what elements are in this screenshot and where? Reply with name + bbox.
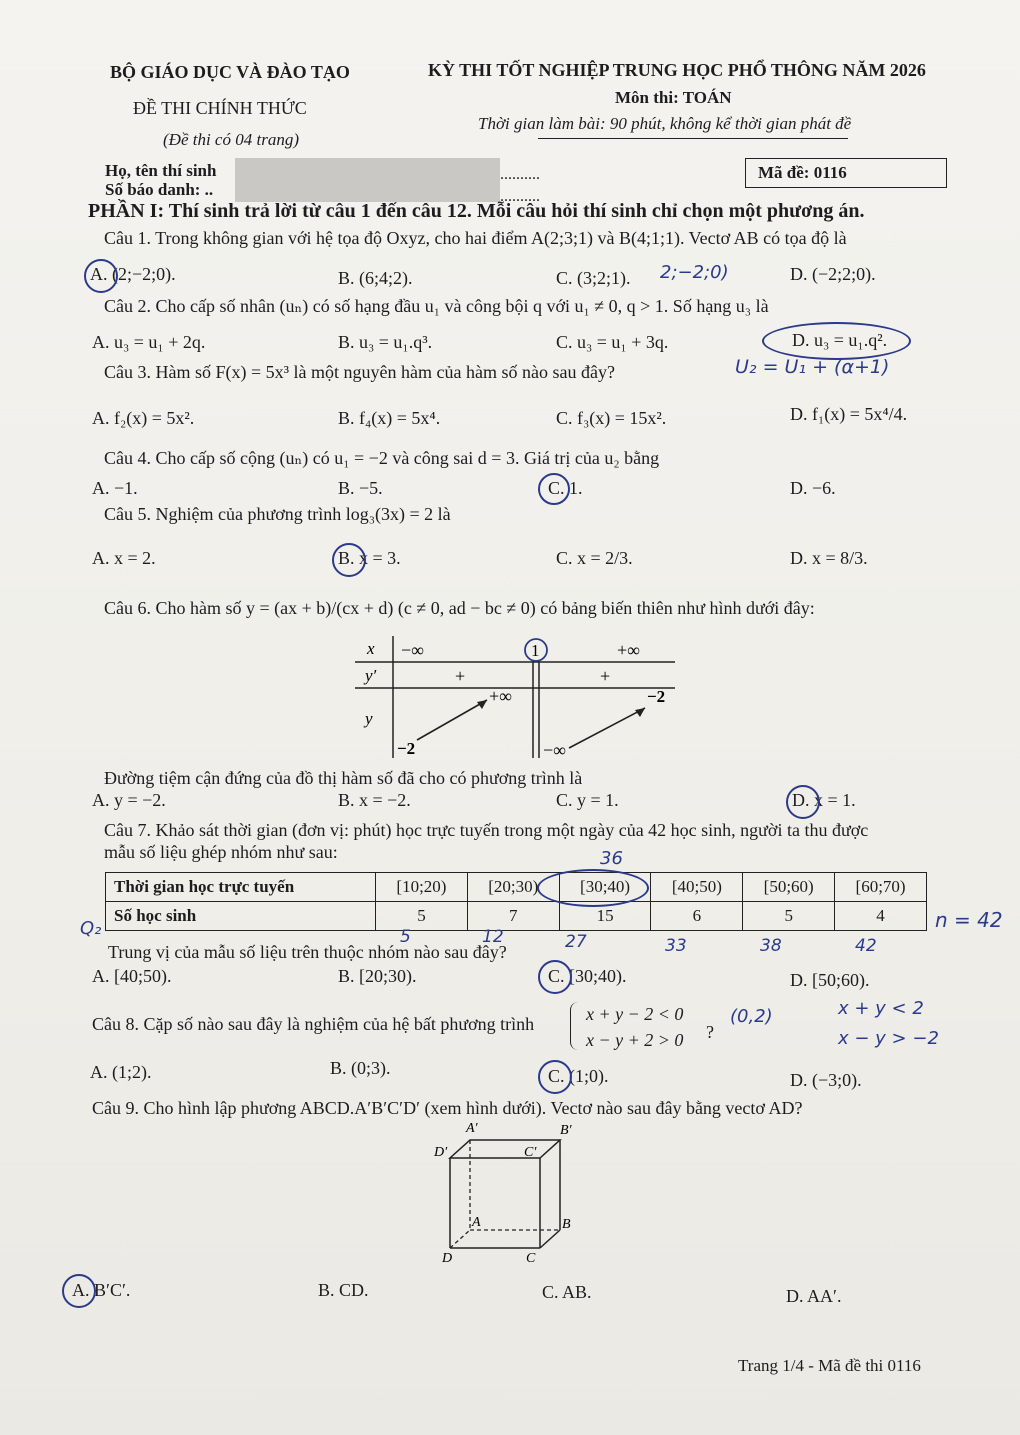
- handwritten-q2-mark: Q₂: [80, 918, 102, 939]
- q5-option-c: C. x = 2/3.: [556, 548, 633, 568]
- question-1-stem: Câu 1. Trong không gian với hệ tọa độ Oxyz, cho hai điểm A(2;3;1) và B(4;1;1). Vectơ AB có tọa độ là: [104, 228, 847, 248]
- answer-circle: [538, 473, 570, 505]
- q3-option-a: A. f₂(x) = 5x².: [92, 408, 195, 428]
- table-cell: [60;70): [835, 873, 927, 902]
- answer-circle: [332, 543, 366, 577]
- question-7-subquestion: Trung vị của mẫu số liệu trên thuộc nhóm nào sau đây?: [108, 942, 507, 962]
- question-4-stem: Câu 4. Cho cấp số cộng (uₙ) có u₁ = −2 và công sai d = 3. Giá trị của u₂ bằng: [104, 448, 660, 468]
- q4-option-b: B. −5.: [338, 478, 383, 498]
- q6-option-d: D. x = 1.: [792, 790, 856, 810]
- answer-circle: [62, 1274, 96, 1308]
- q8-option-d: D. (−3;0).: [790, 1070, 862, 1090]
- q9-option-a: A. B′C′.: [72, 1280, 131, 1300]
- q4-option-d: D. −6.: [790, 478, 836, 498]
- q2-option-c: C. u₃ = u₁ + 3q.: [556, 332, 669, 352]
- question-8-stem: Câu 8. Cặp số nào sau đây là nghiệm của hệ bất phương trình: [92, 1014, 535, 1034]
- candidate-name-label: Họ, tên thí sinh: [105, 161, 217, 180]
- handwritten-note-q3: U₂ = U₁ + (α+1): [735, 356, 890, 378]
- handwritten-cumulative: 12: [482, 927, 504, 947]
- var-y-right-end: −2: [647, 687, 666, 706]
- handwritten-note-q8: (0,2): [730, 1006, 773, 1027]
- q8-option-b: B. (0;3).: [330, 1058, 391, 1078]
- q3-option-d: D. f₁(x) = 5x⁴/4.: [790, 404, 908, 424]
- handwritten-cumulative: 42: [855, 936, 877, 956]
- pages-note: (Đề thi có 04 trang): [163, 130, 299, 149]
- q8-option-a: A. (1;2).: [90, 1062, 152, 1082]
- exam-code-box: Mã đề: 0116: [745, 158, 947, 188]
- question-6-stem: Câu 6. Cho hàm số y = (ax + b)/(cx + d) (c ≠ 0, ad − bc ≠ 0) có bảng biến thiên như hình dưới đây:: [104, 598, 815, 618]
- question-9-stem: Câu 9. Cho hình lập phương ABCD.A′B′C′D′ (xem hình dưới). Vectơ nào sau đây bằng vectơ AD?: [92, 1098, 803, 1118]
- table-cell: 5: [376, 902, 468, 931]
- question-7-stem: Câu 7. Khảo sát thời gian (đơn vị: phút) học trực tuyến trong một ngày của 42 học sinh, người ta thu được: [104, 820, 869, 840]
- table-header-count: Số học sinh: [106, 902, 376, 931]
- handwritten-note-q8: x + y < 2: [838, 998, 924, 1019]
- var-y-right-start: −∞: [543, 740, 566, 760]
- var-yprime-label: y′: [365, 666, 377, 685]
- title-underline: [538, 138, 848, 139]
- table-row: [106, 902, 927, 931]
- candidate-number-label: Số báo danh: ..: [105, 180, 214, 199]
- var-x-one: 1: [531, 641, 540, 660]
- handwritten-note-q8: x − y > −2: [838, 1028, 939, 1049]
- question-mark: ?: [706, 1022, 714, 1042]
- answer-circle: [538, 960, 572, 994]
- cube-label: C′: [524, 1145, 537, 1160]
- system-brace: [570, 1002, 579, 1050]
- handwritten-sum: 36: [600, 848, 623, 869]
- answer-circle: [762, 322, 911, 360]
- question-7-stem-cont: mẫu số liệu ghép nhóm như sau:: [104, 842, 338, 862]
- q4-option-a: A. −1.: [92, 478, 138, 498]
- part1-title: PHẦN I: Thí sinh trả lời từ câu 1 đến câu 12. Mỗi câu hỏi thí sinh chỉ chọn một phương án.: [88, 200, 865, 222]
- table-row: [106, 873, 927, 902]
- cube-label: B: [562, 1217, 571, 1232]
- handwritten-cumulative: 5: [400, 927, 411, 947]
- q6-option-c: C. y = 1.: [556, 790, 619, 810]
- variation-table: [355, 636, 695, 766]
- var-x-label: x: [367, 639, 375, 658]
- q7-option-d: D. [50;60).: [790, 970, 870, 990]
- cube-label: A′: [466, 1121, 478, 1136]
- q2-option-a: A. u₃ = u₁ + 2q.: [92, 332, 206, 352]
- var-y-left-end: +∞: [489, 686, 512, 706]
- q4-option-c: C. 1.: [548, 478, 583, 498]
- table-cell: 15: [559, 902, 651, 931]
- table-cell: [10;20): [376, 873, 468, 902]
- cube-label: C: [526, 1251, 536, 1266]
- handwritten-cumulative: 33: [665, 936, 687, 956]
- q3-option-b: B. f₄(x) = 5x⁴.: [338, 408, 441, 428]
- table-header-time: Thời gian học trực tuyến: [106, 873, 376, 902]
- q7-option-c: C. [30;40).: [548, 966, 627, 986]
- var-y-left-start: −2: [397, 739, 416, 758]
- q6-option-b: B. x = −2.: [338, 790, 411, 810]
- handwritten-note-q1: 2;−2;0): [660, 262, 729, 283]
- name-dots: ..........: [500, 166, 540, 183]
- var-sign-left: +: [455, 666, 466, 686]
- q9-option-b: B. CD.: [318, 1280, 369, 1300]
- q2-option-d: D. u₃ = u₁.q².: [792, 330, 888, 350]
- var-y-label: y: [365, 709, 373, 728]
- table-cell: 7: [467, 902, 559, 931]
- cube-label: D: [442, 1251, 453, 1266]
- question-2-stem: Câu 2. Cho cấp số nhân (uₙ) có số hạng đầu u₁ và công bội q với u₁ ≠ 0, q > 1. Số hạng u₃ là: [104, 296, 769, 316]
- q1-option-a: A. (2;−2;0).: [90, 264, 176, 284]
- q1-option-b: B. (6;4;2).: [338, 268, 413, 288]
- q5-option-a: A. x = 2.: [92, 548, 156, 568]
- handwritten-n: n = 42: [935, 908, 1003, 932]
- system-line-2: x − y + 2 > 0: [586, 1030, 684, 1050]
- handwritten-cumulative: 38: [760, 936, 782, 956]
- question-5-stem: Câu 5. Nghiệm của phương trình log₃(3x) = 2 là: [104, 504, 451, 524]
- q1-option-d: D. (−2;2;0).: [790, 264, 876, 284]
- table-cell: [30;40): [559, 873, 651, 902]
- table-cell: [20;30): [467, 873, 559, 902]
- question-3-stem: Câu 3. Hàm số F(x) = 5x³ là một nguyên hàm của hàm số nào sau đây?: [104, 362, 615, 382]
- table-cell: 5: [743, 902, 835, 931]
- table-cell: 6: [651, 902, 743, 931]
- answer-circle: [786, 785, 820, 819]
- answer-circle: [84, 259, 118, 293]
- q2-option-b: B. u₃ = u₁.q³.: [338, 332, 433, 352]
- q6-option-a: A. y = −2.: [92, 790, 166, 810]
- subject: Môn thi: TOÁN: [615, 88, 732, 107]
- cube-figure: [420, 1118, 610, 1268]
- question-6-subquestion: Đường tiệm cận đứng của đồ thị hàm số đã cho có phương trình là: [104, 768, 583, 788]
- table-cell: [50;60): [743, 873, 835, 902]
- answer-circle: [538, 1060, 572, 1094]
- q9-option-c: C. AB.: [542, 1282, 592, 1302]
- var-sign-right: +: [600, 666, 611, 686]
- q1-option-c: C. (3;2;1).: [556, 268, 631, 288]
- page-footer: Trang 1/4 - Mã đề thi 0116: [738, 1356, 921, 1375]
- time-note: Thời gian làm bài: 90 phút, không kể thời gian phát đề: [478, 114, 852, 133]
- frequency-table: [105, 872, 927, 931]
- handwritten-cumulative: 27: [565, 932, 587, 952]
- q3-option-c: C. f₃(x) = 15x².: [556, 408, 667, 428]
- number-dots: ..........: [500, 188, 540, 205]
- redacted-field: [235, 158, 500, 202]
- q5-option-b: B. x = 3.: [338, 548, 401, 568]
- q9-option-d: D. AA′.: [786, 1286, 842, 1306]
- cube-label: B′: [560, 1123, 572, 1138]
- q7-option-b: B. [20;30).: [338, 966, 417, 986]
- table-cell: 4: [835, 902, 927, 931]
- exam-title: KỲ THI TỐT NGHIỆP TRUNG HỌC PHỔ THÔNG NĂM 2026: [428, 60, 926, 80]
- cube-label: D′: [434, 1145, 448, 1160]
- var-x-pos-inf: +∞: [617, 640, 640, 660]
- ministry-name: BỘ GIÁO DỤC VÀ ĐÀO TẠO: [110, 62, 350, 82]
- q5-option-d: D. x = 8/3.: [790, 548, 868, 568]
- var-x-neg-inf: −∞: [401, 640, 424, 660]
- q8-option-c: C. (1;0).: [548, 1066, 609, 1086]
- q7-option-a: A. [40;50).: [92, 966, 172, 986]
- answer-circle: [537, 869, 649, 907]
- official-label: ĐỀ THI CHÍNH THỨC: [133, 98, 307, 118]
- table-cell: [40;50): [651, 873, 743, 902]
- cube-label: A: [472, 1215, 481, 1230]
- system-line-1: x + y − 2 < 0: [586, 1004, 684, 1024]
